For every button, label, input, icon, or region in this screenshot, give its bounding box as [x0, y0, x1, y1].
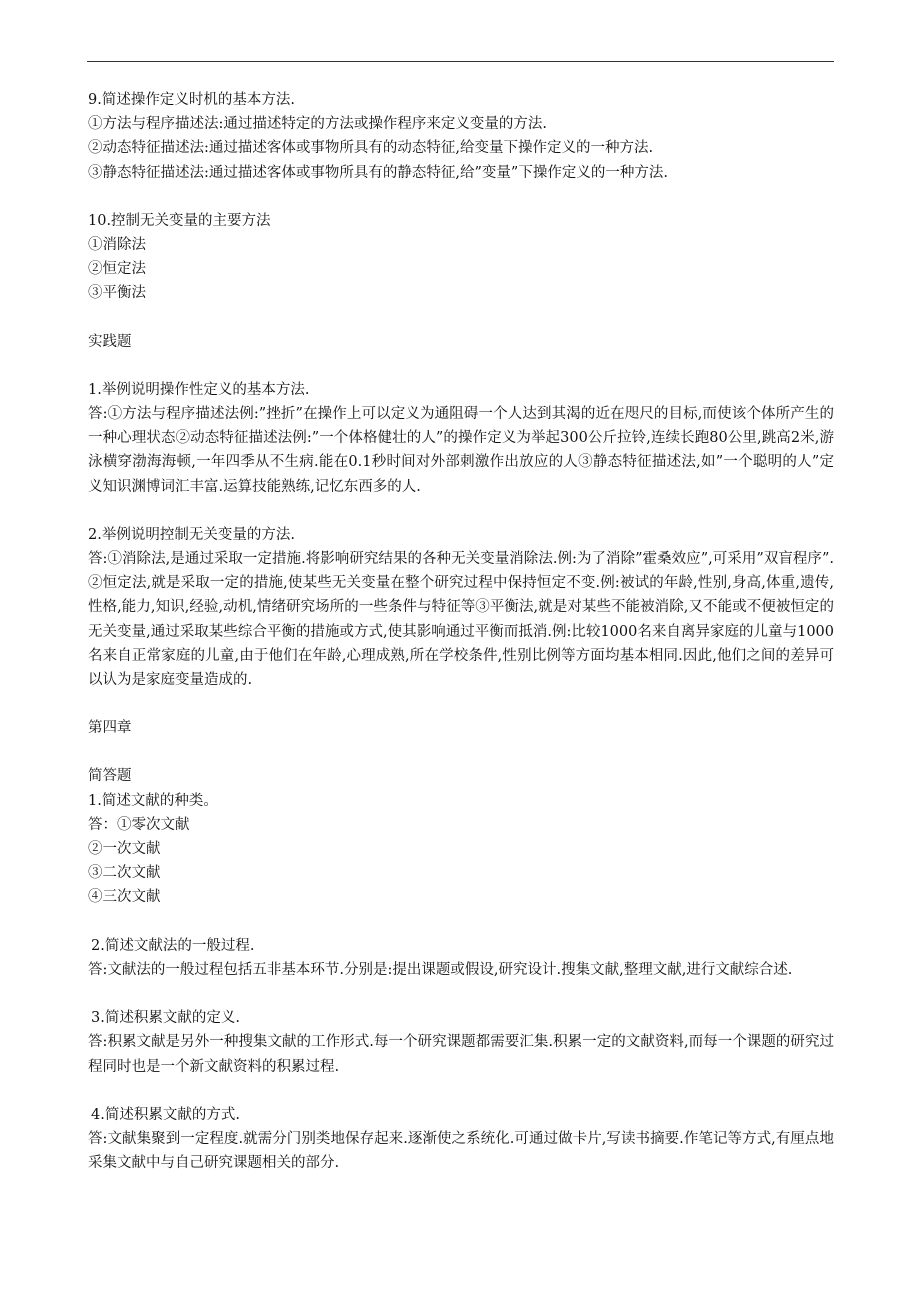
q10-item-1: ①消除法 — [88, 237, 146, 254]
ch4-q3-title: 3.简述积累文献的定义. — [91, 1010, 240, 1027]
ch4-q2-answer: 答:文献法的一般过程包括五非基本环节.分别是:提出课题或假设,研究设计.搜集文献,整理文献,进行文献综合述. — [88, 961, 793, 978]
q10-item-2: ②恒定法 — [88, 261, 146, 278]
chapter-4-heading: 第四章 — [88, 720, 132, 737]
document-body — [88, 88, 834, 1175]
q9-item-3: ③静态特征描述法:通过描述客体或事物所具有的静态特征,给”变量”下操作定义的一种方法. — [88, 164, 668, 181]
ch4-q4-answer: 答:文献集聚到一定程度.就需分门别类地保存起来.逐渐使之系统化.可通过做卡片,写读书摘要.作笔记等方式,有厘点地采集文献中与自己研究课题相关的部分. — [88, 1130, 834, 1172]
q9-item-2: ②动态特征描述法:通过描述客体或事物所具有的动态特征,给变量下操作定义的一种方法. — [88, 140, 654, 157]
practice-1-title: 1.举例说明操作性定义的基本方法. — [88, 381, 310, 398]
q10-item-3: ③平衡法 — [88, 285, 146, 302]
ch4-q4-title: 4.简述积累文献的方式. — [91, 1106, 240, 1123]
practice-2-answer: 答:①消除法,是通过采取一定措施.将影响研究结果的各种无关变量消除法.例:为了消除”霍桑效应”,可采用”双盲程序”.②恒定法,就是采取一定的措施,使某些无关变量在整个研究过程中保持恒定不变.例:被试的年龄,性别,身高,体重,遗传,性格,能力,知识,经验,动机,情绪研究场所的一些条件与特征等③平衡法,就是对某些不能被消除,又不能或不便被恒定的无关变量,通过采取某些综合平衡的措施或方式,使其影响通过平衡而抵消.例:比较1000名来自离异家庭的儿童与1000名来自正常家庭的儿童,由于他们在年龄,心理成熟,所在学校条件,性别比例等方面均基本相同.因此,他们之间的差异可以认为是家庭变量造成的. — [88, 551, 834, 689]
q10-title: 10.控制无关变量的主要方法 — [88, 212, 271, 229]
practice-2-title: 2.举例说明控制无关变量的方法. — [88, 526, 295, 543]
ch4-q1-item-1: 答：①零次文献 — [88, 816, 190, 833]
ch4-q1-title: 1.简述文献的种类。 — [88, 792, 218, 809]
q9-title: 9.简述操作定义时机的基本方法. — [88, 92, 295, 108]
ch4-q1-item-4: ④三次文献 — [88, 889, 161, 906]
ch4-q1-item-2: ②一次文献 — [88, 841, 161, 858]
q9-item-1: ①方法与程序描述法:通过描述特定的方法或操作程序来定义变量的方法. — [88, 116, 547, 133]
ch4-q1-item-3: ③二次文献 — [88, 865, 161, 882]
ch4-q3-answer: 答:积累文献是另外一种搜集文献的工作形式.每一个研究课题都需要汇集.积累一定的文献资料,而每一个课题的研究过程同时也是一个新文献资料的积累过程. — [88, 1034, 834, 1075]
header-rule — [87, 61, 834, 62]
ch4-q2-title: 2.简述文献法的一般过程. — [91, 937, 255, 954]
practice-1-answer: 答:①方法与程序描述法例:”挫折”在操作上可以定义为通阻碍一个人达到其渴的近在咫尺的目标,而使该个体所产生的一种心理状态②动态特征描述法例:”一个体格健壮的人”的操作定义为举起300公斤拉铃,连续长跑80公里,跳高2米,游泳横穿渤海海顿,一年四季从不生病.能在0.1秒时间对外部刺激作出放应的人③静态特征描述法,如”一个聪明的人”定义知识渊博词汇丰富.运算技能熟练,记忆东西多的人. — [88, 406, 834, 495]
practice-heading: 实践题 — [88, 333, 132, 350]
short-answer-section: 简答题 — [88, 768, 132, 785]
